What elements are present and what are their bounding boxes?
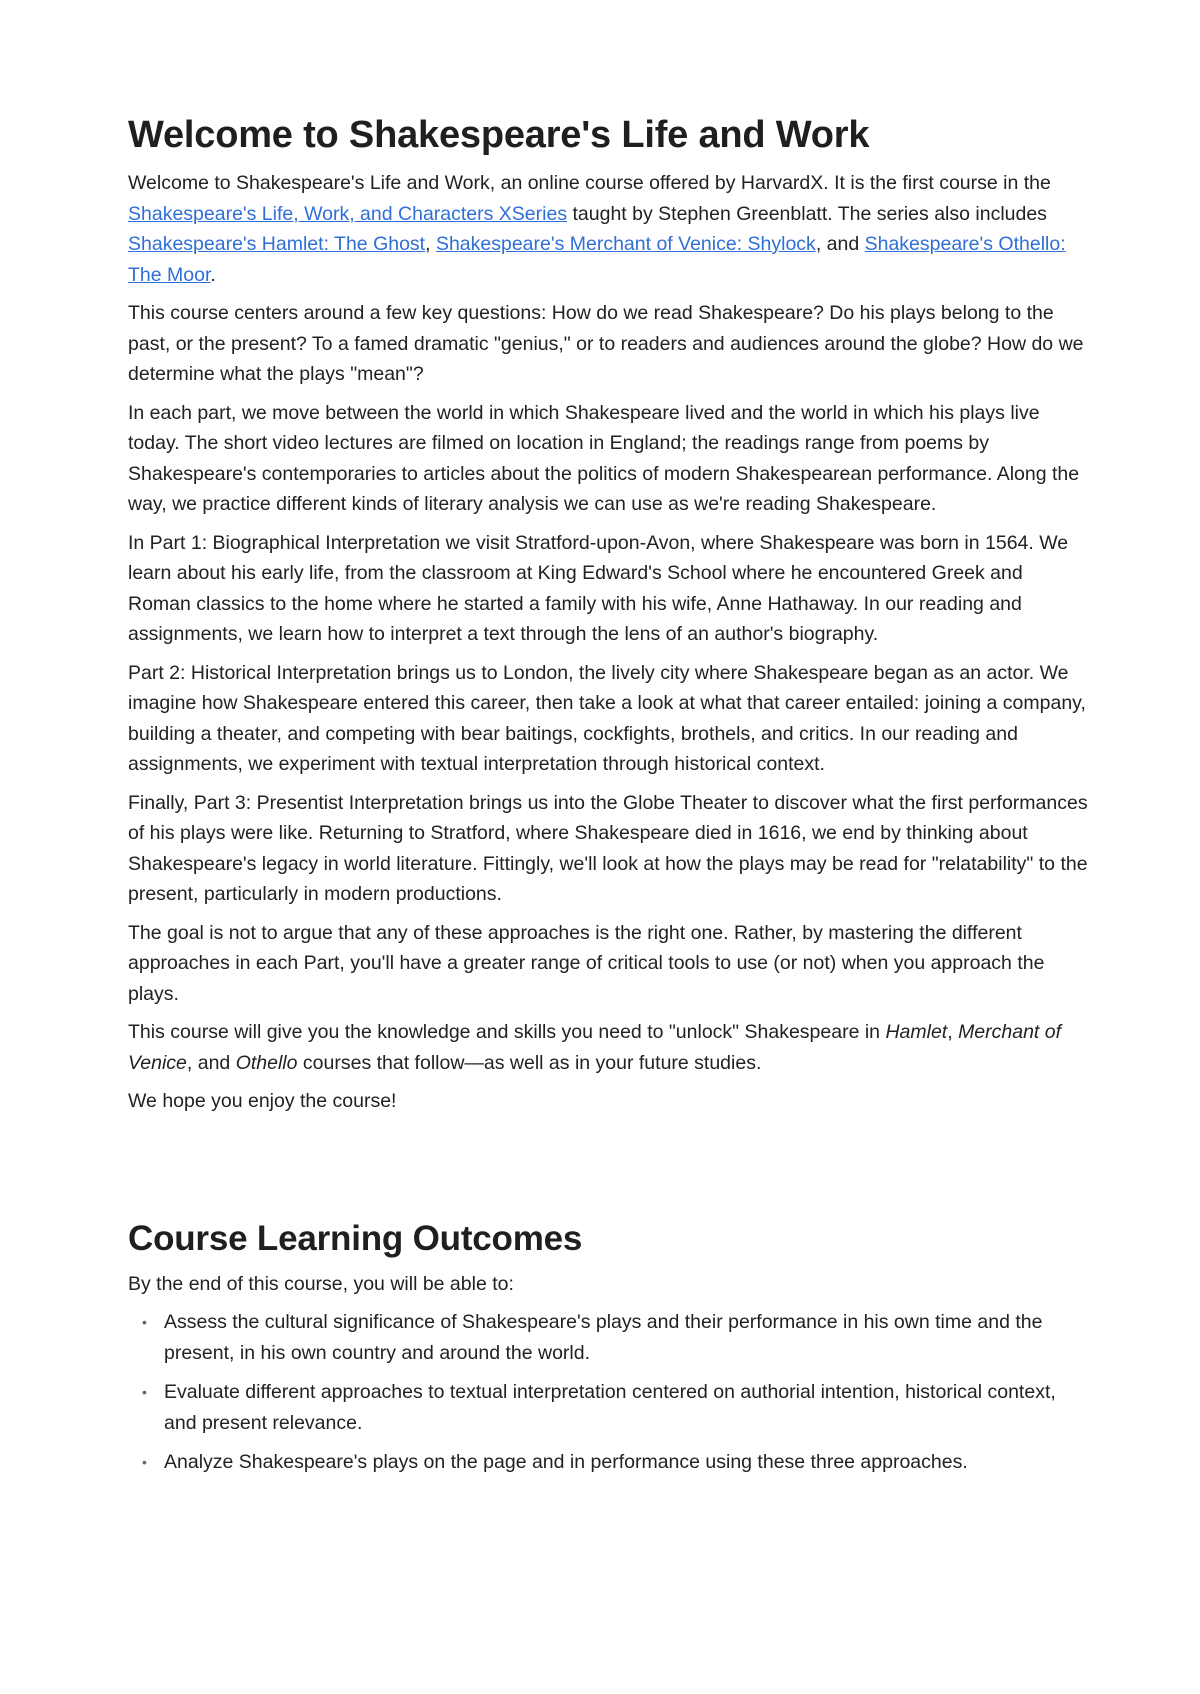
- outcomes-lead: By the end of this course, you will be able to:: [128, 1272, 514, 1295]
- list-item: [142, 1307, 1088, 1368]
- intro-text-3: , and: [815, 233, 865, 255]
- bullet-icon: •: [142, 1314, 147, 1330]
- key-questions-paragraph: This course centers around a few key questions: How do we read Shakespeare? Do his plays belong to the past, or the present? To a famed dramatic "genius," or to readers and audiences around the globe? How do we determine what the plays "mean"?: [128, 302, 1084, 385]
- intro-text-2: taught by Stephen Greenblatt. The series also includes: [567, 202, 1047, 225]
- each-part-paragraph: In each part, we move between the world in which Shakespeare lived and the world in which his plays live today. The short video lectures are filmed on location in England; the readings range from poems by Shakespeare's contemporaries to articles about the politics of modern Shakespearean performance. Along the way, we practice different kinds of literary analysis we can use as we're reading Shakespeare.: [128, 401, 1080, 515]
- list-item: [142, 1447, 1088, 1478]
- unlock-text-1: This course will give you the knowledge and skills you need to "unlock" Shakespeare in: [128, 1021, 886, 1043]
- outcomes-list: [128, 1307, 1088, 1478]
- list-item-text: Assess the cultural significance of Shakespeare's plays and their performance in his own time and the present, in his own country and around the world.: [164, 1311, 1043, 1364]
- part-1-paragraph: In Part 1: Biographical Interpretation we visit Stratford-upon-Avon, where Shakespeare was born in 1564. We learn about his early life, from the classroom at King Edward's School where he encountered Greek and Roman classics to the home where he started a family with his wife, Anne Hathaway. In our reading and assignments, we learn how to interpret a text through the lens of an author's biography.: [128, 531, 1069, 645]
- unlock-separator-2: , and: [186, 1051, 236, 1074]
- list-item-text: Analyze Shakespeare's plays on the page and in performance using these three approaches.: [164, 1451, 968, 1473]
- section-spacer: [128, 1125, 1088, 1217]
- page-title: Welcome to Shakespeare's Life and Work: [128, 114, 870, 156]
- xseries-link[interactable]: Shakespeare's Life, Work, and Characters XSeries: [128, 202, 568, 225]
- hamlet-course-link[interactable]: Shakespeare's Hamlet: The Ghost: [128, 233, 426, 255]
- list-item: [142, 1377, 1088, 1438]
- outcomes-heading: Course Learning Outcomes: [128, 1218, 583, 1258]
- closing-paragraph: We hope you enjoy the course!: [128, 1090, 397, 1112]
- part-3-paragraph: Finally, Part 3: Presentist Interpretation brings us into the Globe Theater to discover what the first performances of his plays were like. Returning to Stratford, where Shakespeare died in 1616, we end by thinking about Shakespeare's legacy in world literature. Fittingly, we'll look at how the plays may be read for "relatability" to the present, particularly in modern productions.: [128, 791, 1088, 905]
- bullet-icon: •: [142, 1384, 147, 1400]
- intro-text-4: .: [210, 263, 216, 286]
- intro-text-1: Welcome to Shakespeare's Life and Work, an online course offered by HarvardX. It is the first course in the: [128, 172, 1051, 194]
- intro-paragraph: [128, 168, 1088, 290]
- othello-title: Othello: [235, 1051, 298, 1074]
- unlock-paragraph: [128, 1017, 1088, 1078]
- intro-separator: ,: [425, 233, 436, 255]
- goal-paragraph: The goal is not to argue that any of these approaches is the right one. Rather, by mastering the different approaches in each Part, you'll have a greater range of critical tools to use (or not) when you approach the plays.: [128, 921, 1045, 1005]
- unlock-separator-1: ,: [947, 1021, 959, 1043]
- othello-course-link[interactable]: Shakespeare's Othello: The Moor: [128, 233, 1066, 286]
- bullet-icon: •: [142, 1454, 147, 1470]
- list-item-text: Evaluate different approaches to textual interpretation centered on authorial intention, historical context, and present relevance.: [164, 1381, 1056, 1434]
- unlock-text-2: courses that follow—as well as in your future studies.: [297, 1051, 762, 1074]
- merchant-title: Merchant of Venice: [128, 1021, 1062, 1074]
- hamlet-title: Hamlet: [885, 1021, 948, 1043]
- part-2-paragraph: Part 2: Historical Interpretation brings us to London, the lively city where Shakespeare began as an actor. We imagine how Shakespeare entered this career, then take a look at what that career entailed: joining a company, building a theater, and competing with bear baitings, cockfights, brothels, and critics. In our reading and assignments, we experiment with textual interpretation through historical context.: [128, 661, 1086, 775]
- merchant-course-link[interactable]: Shakespeare's Merchant of Venice: Shylock: [435, 233, 816, 255]
